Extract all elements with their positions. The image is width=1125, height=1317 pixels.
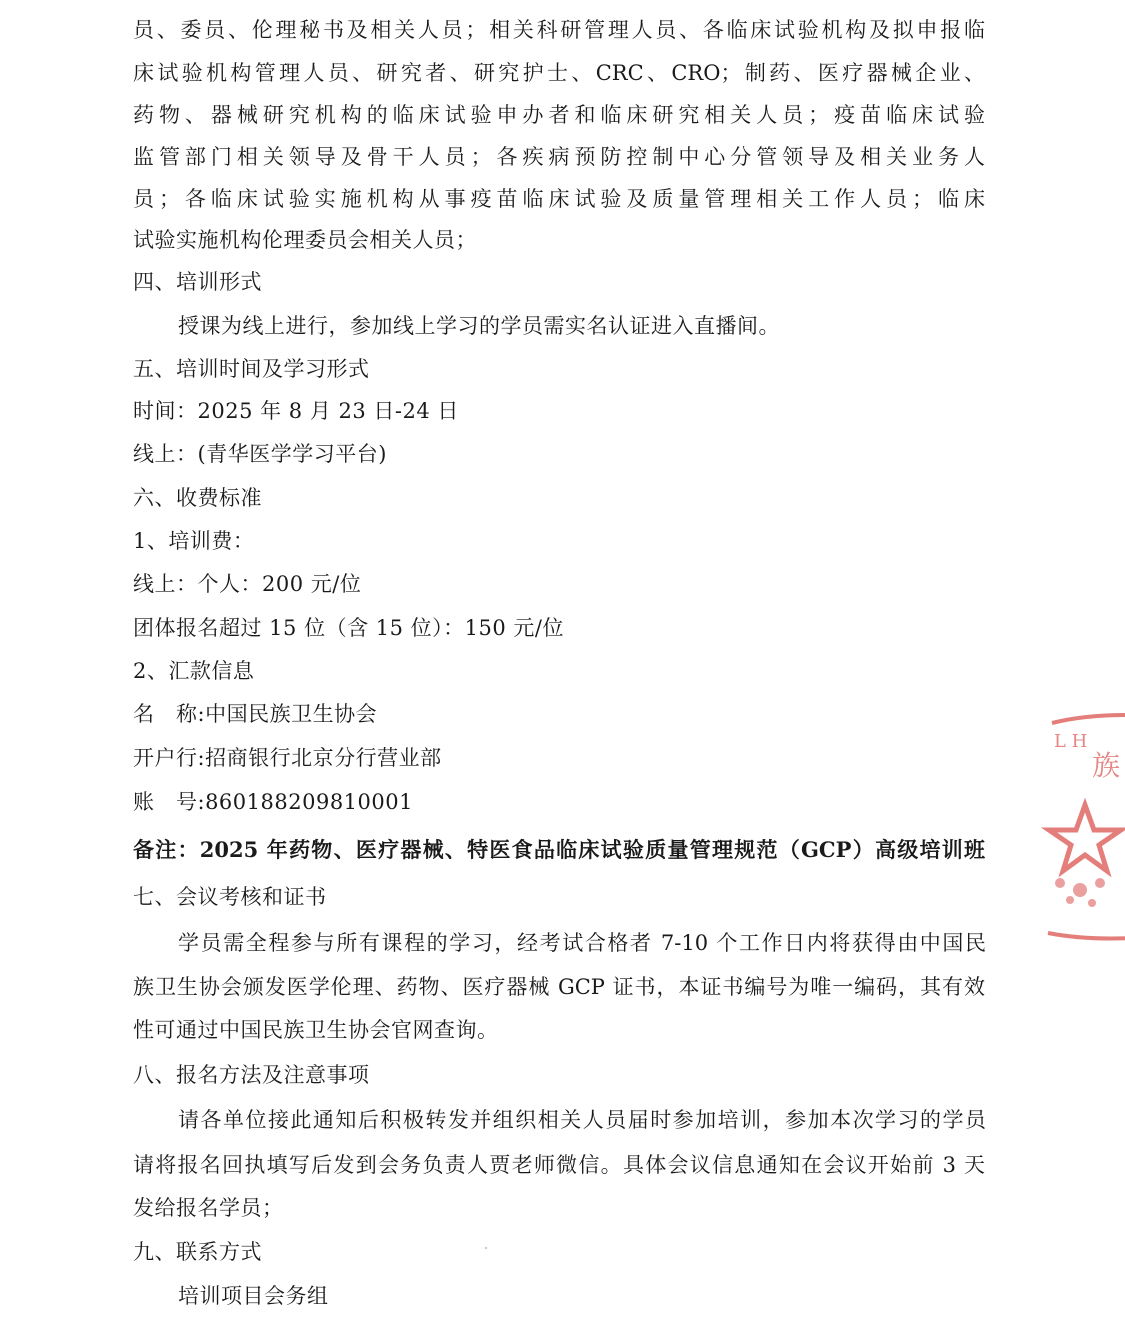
fee-individual: 线上：个人：200 元/位 [133, 572, 362, 596]
paragraph-line: 床试验机构管理人员、研究者、研究护士、CRC、CRO；制药、医疗器械企业、 [133, 61, 985, 85]
paragraph-line: 试验实施机构伦理委员会相关人员； [133, 228, 477, 252]
subsection-heading: 2、汇款信息 [133, 659, 255, 683]
contact-group: 培训项目会务组 [178, 1284, 329, 1308]
account-name: 名 称:中国民族卫生协会 [133, 702, 378, 726]
paragraph-line: 发给报名学员； [133, 1196, 284, 1220]
section-heading: 七、会议考核和证书 [133, 885, 327, 909]
section-heading: 五、培训时间及学习形式 [133, 357, 370, 381]
remark-line: 备注：2025 年药物、医疗器械、特医食品临床试验质量管理规范（GCP）高级培训班 [133, 837, 985, 862]
seal-letters: L H [1054, 731, 1088, 752]
paragraph-line: 族卫生协会颁发医学伦理、药物、医疗器械 GCP 证书，本证书编号为唯一编码，其有效 [133, 975, 985, 999]
section-heading: 六、收费标准 [133, 486, 262, 510]
paragraph-line: 学员需全程参与所有课程的学习，经考试合格者 7-10 个工作日内将获得由中国民 [178, 931, 986, 955]
paragraph-line: 请将报名回执填写后发到会务负责人贾老师微信。具体会议信息通知在会议开始前 3 天 [133, 1153, 985, 1177]
section-heading: 九、联系方式 [133, 1240, 262, 1264]
paragraph-line: 请各单位接此通知后积极转发并组织相关人员届时参加培训，参加本次学习的学员 [178, 1108, 986, 1132]
paragraph-line: 授课为线上进行，参加线上学习的学员需实名认证进入直播间。 [178, 314, 780, 338]
seal-character: 族 [1092, 749, 1121, 782]
training-platform: 线上：(青华医学学习平台) [133, 442, 387, 466]
section-heading: 八、报名方法及注意事项 [133, 1063, 370, 1087]
training-time: 时间：2025 年 8 月 23 日-24 日 [133, 399, 459, 423]
seal-star-icon [1049, 805, 1121, 871]
subsection-heading: 1、培训费： [133, 529, 255, 553]
official-seal-stamp [1040, 705, 1125, 945]
bank-name: 开户行:招商银行北京分行营业部 [133, 746, 442, 770]
paragraph-line: 监管部门相关领导及骨干人员；各疾病预防控制中心分管领导及相关业务人 [133, 145, 985, 169]
paragraph-line: 性可通过中国民族卫生协会官网查询。 [133, 1018, 499, 1042]
paragraph-line: 员；各临床试验实施机构从事疫苗临床试验及质量管理相关工作人员；临床 [133, 187, 985, 211]
section-heading: 四、培训形式 [133, 270, 262, 294]
account-number: 账 号:860188209810001 [133, 790, 413, 814]
paragraph-line: 员、委员、伦理秘书及相关人员；相关科研管理人员、各临床试验机构及拟申报临 [133, 18, 985, 42]
scan-speck [485, 1247, 487, 1249]
fee-group: 团体报名超过 15 位（含 15 位）：150 元/位 [133, 616, 564, 640]
paragraph-line: 药物、器械研究机构的临床试验申办者和临床研究相关人员；疫苗临床试验 [133, 103, 985, 127]
